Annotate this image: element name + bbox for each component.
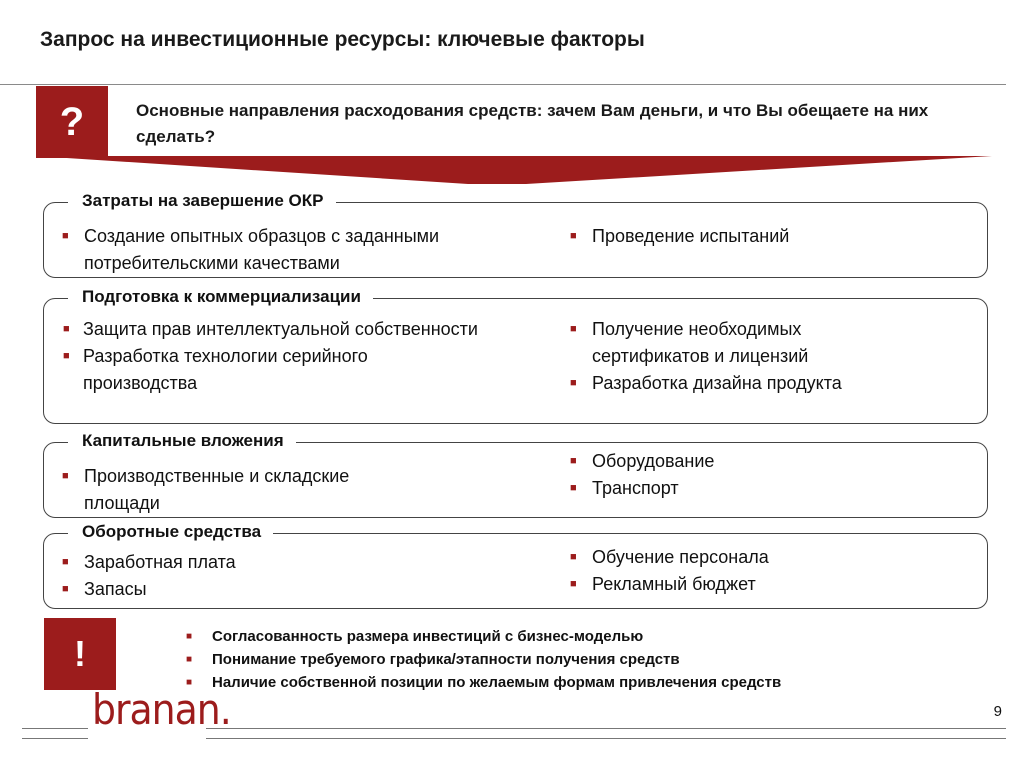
section-okr — [43, 191, 988, 278]
bullet-icon: ■ — [186, 631, 193, 642]
bullet-icon: ■ — [570, 323, 577, 335]
list-item: ■ Защита прав интеллектуальной собственности — [63, 316, 583, 343]
bullet-icon: ■ — [186, 677, 193, 688]
section-right-list — [562, 316, 962, 397]
list-item: ■ Наличие собственной позиции по желаемым формам привлечения средств — [186, 671, 781, 694]
branan-logo: branan. — [92, 685, 231, 734]
exclamation-icon: ! — [44, 618, 116, 690]
section-capital-investments — [43, 431, 988, 518]
section-right-list — [562, 448, 962, 502]
banner-arrow-shape — [36, 156, 992, 184]
bullet-icon: ■ — [62, 230, 69, 242]
section-right-list — [562, 223, 962, 250]
list-item: ■ Понимание требуемого графика/этапности получения средств — [186, 648, 781, 671]
list-item: ■ Рекламный бюджет — [562, 571, 962, 598]
list-item: ■ Проведение испытаний — [562, 223, 962, 250]
slide-title: Запрос на инвестиционные ресурсы: ключевые факторы — [40, 28, 645, 51]
bullet-icon: ■ — [62, 556, 69, 568]
list-item: ■ Транспорт — [562, 475, 962, 502]
bullet-icon: ■ — [63, 323, 70, 335]
section-title: Подготовка к коммерциализации — [68, 287, 373, 307]
section-left-list — [54, 223, 574, 277]
list-item: ■ Согласованность размера инвестиций с бизнес-моделью — [186, 625, 781, 648]
bullet-icon: ■ — [570, 551, 577, 563]
list-item: ■ Заработная плата — [54, 549, 454, 576]
list-item: ■ Обучение персонала — [562, 544, 962, 571]
question-text: Основные направления расходования средств: зачем Вам деньги, и что Вы обещаете на них сделать? — [136, 101, 929, 146]
list-item: ■ Оборудование — [562, 448, 962, 475]
bullet-icon: ■ — [570, 230, 577, 242]
section-title: Оборотные средства — [68, 522, 273, 542]
section-right-list — [562, 544, 962, 598]
list-item: ■ Разработка дизайна продукта — [562, 370, 962, 397]
section-left-list — [63, 316, 583, 397]
bullet-icon: ■ — [570, 377, 577, 389]
section-title: Затраты на завершение ОКР — [68, 191, 336, 211]
bullet-icon: ■ — [62, 583, 69, 595]
section-title: Капитальные вложения — [68, 431, 296, 451]
list-item: ■ Разработка технологии серийного производства — [63, 343, 453, 397]
bullet-icon: ■ — [570, 482, 577, 494]
question-mark-icon: ? — [36, 86, 108, 158]
bullet-icon: ■ — [63, 350, 70, 362]
list-item: ■ Производственные и складские площади — [54, 463, 354, 517]
footer-divider — [206, 738, 1006, 739]
page-number: 9 — [993, 703, 1002, 720]
footer-divider — [22, 738, 88, 739]
bullet-icon: ■ — [570, 455, 577, 467]
section-left-list — [54, 549, 454, 603]
title-divider — [0, 84, 1006, 85]
bullet-icon: ■ — [62, 470, 69, 482]
section-left-list — [54, 463, 354, 517]
section-working-capital — [43, 522, 988, 609]
footer-divider — [206, 728, 1006, 729]
list-item: ■ Создание опытных образцов с заданными потребительскими качествами — [54, 223, 574, 277]
bullet-icon: ■ — [186, 654, 193, 665]
list-item: ■ Получение необходимых сертификатов и лицензий — [562, 316, 892, 370]
bullet-icon: ■ — [570, 578, 577, 590]
list-item: ■ Запасы — [54, 576, 454, 603]
footer-divider — [22, 728, 88, 729]
section-commercialization — [43, 287, 988, 424]
key-points-list — [186, 625, 781, 694]
